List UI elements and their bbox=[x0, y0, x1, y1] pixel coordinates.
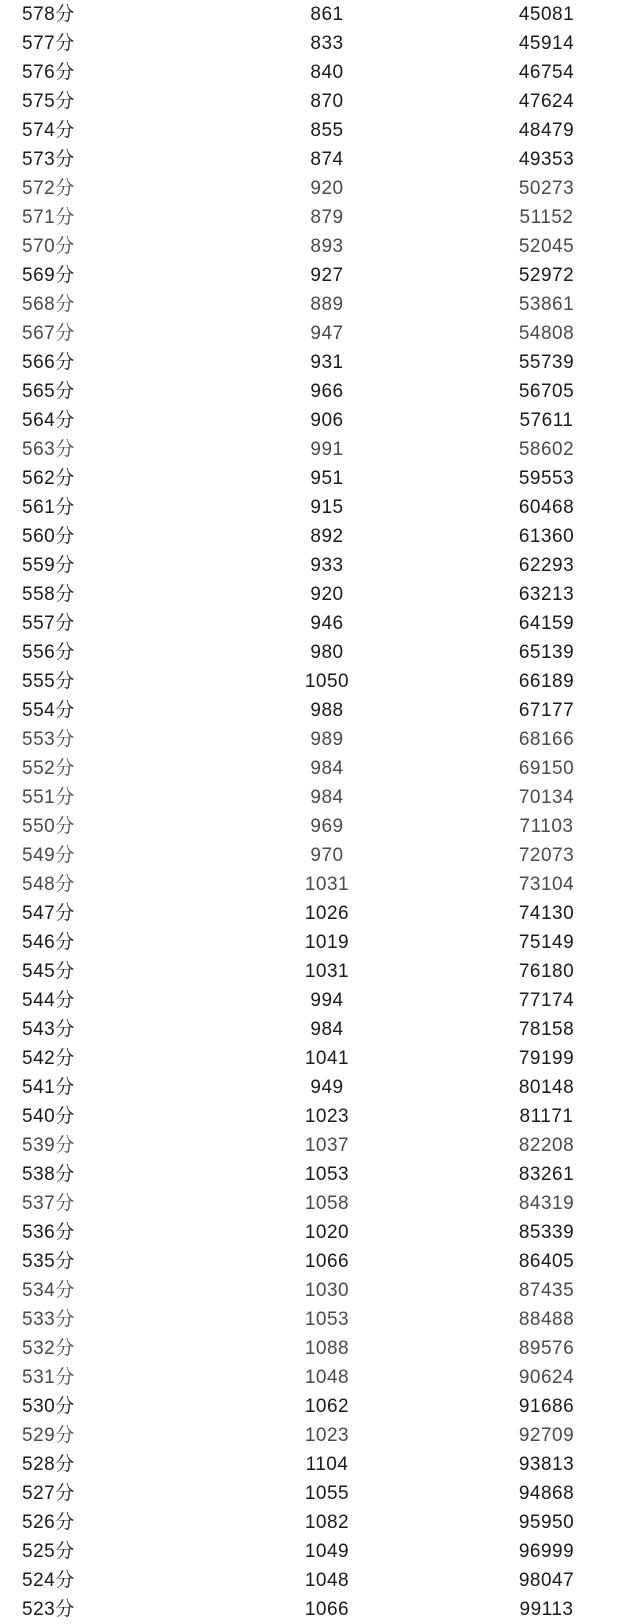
cumulative-cell: 75149 bbox=[518, 932, 575, 953]
count-cell: 988 bbox=[310, 700, 344, 721]
count-cell: 1088 bbox=[304, 1338, 350, 1359]
table-row bbox=[0, 377, 639, 406]
score-cell: 544分 bbox=[22, 990, 75, 1011]
cumulative-cell: 91686 bbox=[518, 1396, 575, 1417]
cumulative-cell: 71103 bbox=[519, 816, 574, 837]
cumulative-cell: 60468 bbox=[518, 497, 575, 518]
count-cell: 855 bbox=[310, 120, 344, 141]
count-cell: 1041 bbox=[304, 1048, 350, 1069]
table-row bbox=[0, 261, 639, 290]
cumulative-cell: 54808 bbox=[518, 323, 575, 344]
score-cell: 553分 bbox=[22, 729, 75, 750]
table-row bbox=[0, 754, 639, 783]
score-cell: 562分 bbox=[22, 468, 75, 489]
table-row bbox=[0, 0, 639, 29]
table-row bbox=[0, 348, 639, 377]
cumulative-cell: 90624 bbox=[518, 1367, 575, 1388]
table-row bbox=[0, 1595, 639, 1624]
table-row bbox=[0, 812, 639, 841]
table-row bbox=[0, 1247, 639, 1276]
table-row bbox=[0, 1305, 639, 1334]
count-cell: 927 bbox=[310, 265, 344, 286]
table-row bbox=[0, 493, 639, 522]
count-cell: 920 bbox=[310, 584, 344, 605]
score-cell: 552分 bbox=[22, 758, 75, 779]
score-cell: 535分 bbox=[22, 1251, 75, 1272]
table-row bbox=[0, 1218, 639, 1247]
score-cell: 575分 bbox=[22, 91, 75, 112]
count-cell: 833 bbox=[310, 33, 344, 54]
count-cell: 933 bbox=[310, 555, 344, 576]
count-cell: 870 bbox=[310, 91, 344, 112]
count-cell: 840 bbox=[310, 62, 344, 83]
count-cell: 980 bbox=[310, 642, 344, 663]
count-cell: 946 bbox=[310, 613, 344, 634]
score-cell: 559分 bbox=[22, 555, 75, 576]
table-row bbox=[0, 870, 639, 899]
count-cell: 1053 bbox=[304, 1164, 350, 1185]
cumulative-cell: 51152 bbox=[519, 207, 574, 228]
table-row bbox=[0, 116, 639, 145]
cumulative-cell: 79199 bbox=[518, 1048, 575, 1069]
cumulative-cell: 84319 bbox=[518, 1193, 575, 1214]
count-cell: 989 bbox=[310, 729, 344, 750]
score-cell: 548分 bbox=[22, 874, 75, 895]
count-cell: 1104 bbox=[305, 1454, 349, 1475]
cumulative-cell: 52045 bbox=[518, 236, 575, 257]
count-cell: 874 bbox=[310, 149, 344, 170]
count-cell: 1031 bbox=[304, 874, 350, 895]
score-cell: 560分 bbox=[22, 526, 75, 547]
score-cell: 543分 bbox=[22, 1019, 75, 1040]
count-cell: 1066 bbox=[304, 1251, 350, 1272]
cumulative-cell: 85339 bbox=[518, 1222, 575, 1243]
count-cell: 1037 bbox=[304, 1135, 350, 1156]
cumulative-cell: 65139 bbox=[518, 642, 575, 663]
score-cell: 569分 bbox=[22, 265, 75, 286]
table-row bbox=[0, 464, 639, 493]
table-row bbox=[0, 638, 639, 667]
cumulative-cell: 89576 bbox=[518, 1338, 575, 1359]
score-cell: 546分 bbox=[22, 932, 75, 953]
cumulative-cell: 48479 bbox=[518, 120, 575, 141]
score-cell: 554分 bbox=[22, 700, 75, 721]
table-row bbox=[0, 1015, 639, 1044]
score-cell: 524分 bbox=[22, 1570, 75, 1591]
score-cell: 541分 bbox=[22, 1077, 75, 1098]
table-row bbox=[0, 522, 639, 551]
count-cell: 906 bbox=[310, 410, 344, 431]
score-cell: 557分 bbox=[22, 613, 75, 634]
table-row bbox=[0, 1334, 639, 1363]
count-cell: 951 bbox=[310, 468, 344, 489]
cumulative-cell: 49353 bbox=[518, 149, 575, 170]
count-cell: 984 bbox=[310, 758, 344, 779]
cumulative-cell: 95950 bbox=[518, 1512, 575, 1533]
count-cell: 1062 bbox=[304, 1396, 350, 1417]
score-cell: 561分 bbox=[22, 497, 75, 518]
cumulative-cell: 93813 bbox=[518, 1454, 575, 1475]
count-cell: 915 bbox=[310, 497, 344, 518]
table-row bbox=[0, 203, 639, 232]
table-row bbox=[0, 1566, 639, 1595]
count-cell: 861 bbox=[310, 4, 344, 25]
count-cell: 1049 bbox=[304, 1541, 350, 1562]
score-cell: 538分 bbox=[22, 1164, 75, 1185]
cumulative-cell: 76180 bbox=[518, 961, 575, 982]
table-row bbox=[0, 1276, 639, 1305]
cumulative-cell: 45081 bbox=[518, 4, 575, 25]
score-cell: 536分 bbox=[22, 1222, 75, 1243]
score-cell: 563分 bbox=[22, 439, 75, 460]
score-cell: 532分 bbox=[22, 1338, 75, 1359]
cumulative-cell: 58602 bbox=[518, 439, 575, 460]
table-row bbox=[0, 725, 639, 754]
count-cell: 892 bbox=[310, 526, 344, 547]
table-row bbox=[0, 87, 639, 116]
count-cell: 947 bbox=[310, 323, 344, 344]
table-row bbox=[0, 551, 639, 580]
cumulative-cell: 57611 bbox=[519, 410, 574, 431]
score-cell: 550分 bbox=[22, 816, 75, 837]
cumulative-cell: 78158 bbox=[518, 1019, 575, 1040]
table-row bbox=[0, 145, 639, 174]
cumulative-cell: 86405 bbox=[518, 1251, 575, 1272]
count-cell: 984 bbox=[310, 1019, 344, 1040]
count-cell: 1055 bbox=[304, 1483, 350, 1504]
table-row bbox=[0, 841, 639, 870]
score-cell: 577分 bbox=[22, 33, 75, 54]
count-cell: 1031 bbox=[304, 961, 350, 982]
score-cell: 555分 bbox=[22, 671, 75, 692]
cumulative-cell: 50273 bbox=[518, 178, 575, 199]
table-row bbox=[0, 580, 639, 609]
score-cell: 530分 bbox=[22, 1396, 75, 1417]
count-cell: 966 bbox=[310, 381, 344, 402]
count-cell: 879 bbox=[310, 207, 344, 228]
table-row bbox=[0, 290, 639, 319]
count-cell: 1053 bbox=[304, 1309, 350, 1330]
score-cell: 542分 bbox=[22, 1048, 75, 1069]
cumulative-cell: 55739 bbox=[518, 352, 575, 373]
cumulative-cell: 68166 bbox=[518, 729, 575, 750]
count-cell: 1023 bbox=[304, 1106, 350, 1127]
cumulative-cell: 61360 bbox=[518, 526, 575, 547]
count-cell: 1058 bbox=[304, 1193, 350, 1214]
count-cell: 931 bbox=[310, 352, 344, 373]
count-cell: 920 bbox=[310, 178, 344, 199]
table-row bbox=[0, 1421, 639, 1450]
cumulative-cell: 69150 bbox=[518, 758, 575, 779]
table-row bbox=[0, 29, 639, 58]
count-cell: 1050 bbox=[304, 671, 350, 692]
table-row bbox=[0, 696, 639, 725]
cumulative-cell: 77174 bbox=[518, 990, 575, 1011]
score-cell: 529分 bbox=[22, 1425, 75, 1446]
cumulative-cell: 99113 bbox=[519, 1599, 574, 1620]
table-row bbox=[0, 1363, 639, 1392]
cumulative-cell: 82208 bbox=[518, 1135, 575, 1156]
score-cell: 572分 bbox=[22, 178, 75, 199]
table-row bbox=[0, 609, 639, 638]
cumulative-cell: 67177 bbox=[518, 700, 575, 721]
table-row bbox=[0, 783, 639, 812]
count-cell: 970 bbox=[310, 845, 344, 866]
cumulative-cell: 56705 bbox=[518, 381, 575, 402]
score-cell: 570分 bbox=[22, 236, 75, 257]
score-cell: 534分 bbox=[22, 1280, 75, 1301]
count-cell: 984 bbox=[310, 787, 344, 808]
cumulative-cell: 92709 bbox=[518, 1425, 575, 1446]
score-cell: 558分 bbox=[22, 584, 75, 605]
cumulative-cell: 96999 bbox=[518, 1541, 575, 1562]
count-cell: 991 bbox=[310, 439, 344, 460]
table-row bbox=[0, 1160, 639, 1189]
table-row bbox=[0, 986, 639, 1015]
count-cell: 949 bbox=[310, 1077, 344, 1098]
score-cell: 531分 bbox=[22, 1367, 75, 1388]
table-row bbox=[0, 928, 639, 957]
cumulative-cell: 46754 bbox=[518, 62, 575, 83]
count-cell: 1048 bbox=[304, 1367, 350, 1388]
cumulative-cell: 94868 bbox=[518, 1483, 575, 1504]
cumulative-cell: 74130 bbox=[518, 903, 575, 924]
table-row bbox=[0, 1102, 639, 1131]
score-cell: 565分 bbox=[22, 381, 75, 402]
score-cell: 549分 bbox=[22, 845, 75, 866]
cumulative-cell: 81171 bbox=[519, 1106, 574, 1127]
score-cell: 568分 bbox=[22, 294, 75, 315]
count-cell: 969 bbox=[310, 816, 344, 837]
score-cell: 537分 bbox=[22, 1193, 75, 1214]
table-row bbox=[0, 1537, 639, 1566]
table-row bbox=[0, 1073, 639, 1102]
score-cell: 547分 bbox=[22, 903, 75, 924]
cumulative-cell: 63213 bbox=[518, 584, 575, 605]
cumulative-cell: 88488 bbox=[518, 1309, 575, 1330]
count-cell: 994 bbox=[310, 990, 344, 1011]
table-row bbox=[0, 406, 639, 435]
score-cell: 527分 bbox=[22, 1483, 75, 1504]
count-cell: 1020 bbox=[304, 1222, 350, 1243]
count-cell: 1019 bbox=[304, 932, 350, 953]
count-cell: 1023 bbox=[304, 1425, 350, 1446]
cumulative-cell: 87435 bbox=[518, 1280, 575, 1301]
table-row bbox=[0, 1131, 639, 1160]
cumulative-cell: 72073 bbox=[518, 845, 575, 866]
table-row bbox=[0, 1392, 639, 1421]
score-cell: 523分 bbox=[22, 1599, 75, 1620]
score-cell: 566分 bbox=[22, 352, 75, 373]
count-cell: 1048 bbox=[304, 1570, 350, 1591]
cumulative-cell: 52972 bbox=[518, 265, 575, 286]
score-cell: 564分 bbox=[22, 410, 75, 431]
table-row bbox=[0, 957, 639, 986]
score-cell: 545分 bbox=[22, 961, 75, 982]
cumulative-cell: 59553 bbox=[518, 468, 575, 489]
cumulative-cell: 64159 bbox=[518, 613, 575, 634]
table-row bbox=[0, 58, 639, 87]
cumulative-cell: 66189 bbox=[518, 671, 575, 692]
score-cell: 567分 bbox=[22, 323, 75, 344]
cumulative-cell: 62293 bbox=[518, 555, 575, 576]
score-cell: 539分 bbox=[22, 1135, 75, 1156]
score-cell: 573分 bbox=[22, 149, 75, 170]
cumulative-cell: 73104 bbox=[518, 874, 575, 895]
table-row bbox=[0, 232, 639, 261]
count-cell: 889 bbox=[310, 294, 344, 315]
score-cell: 574分 bbox=[22, 120, 75, 141]
cumulative-cell: 47624 bbox=[518, 91, 575, 112]
count-cell: 1066 bbox=[304, 1599, 350, 1620]
table-row bbox=[0, 1044, 639, 1073]
score-cell: 576分 bbox=[22, 62, 75, 83]
count-cell: 1030 bbox=[304, 1280, 350, 1301]
table-row bbox=[0, 1479, 639, 1508]
count-cell: 1026 bbox=[304, 903, 350, 924]
table-row bbox=[0, 899, 639, 928]
score-cell: 533分 bbox=[22, 1309, 75, 1330]
cumulative-cell: 70134 bbox=[518, 787, 575, 808]
cumulative-cell: 98047 bbox=[518, 1570, 575, 1591]
score-cell: 540分 bbox=[22, 1106, 75, 1127]
count-cell: 1082 bbox=[304, 1512, 350, 1533]
cumulative-cell: 45914 bbox=[518, 33, 575, 54]
score-cell: 525分 bbox=[22, 1541, 75, 1562]
cumulative-cell: 53861 bbox=[518, 294, 575, 315]
table-row bbox=[0, 435, 639, 464]
cumulative-cell: 80148 bbox=[518, 1077, 575, 1098]
score-cell: 556分 bbox=[22, 642, 75, 663]
table-row bbox=[0, 1189, 639, 1218]
table-row bbox=[0, 1450, 639, 1479]
score-cell: 551分 bbox=[22, 787, 75, 808]
table-row bbox=[0, 667, 639, 696]
table-row bbox=[0, 319, 639, 348]
score-cell: 526分 bbox=[22, 1512, 75, 1533]
count-cell: 893 bbox=[310, 236, 344, 257]
score-cell: 571分 bbox=[22, 207, 75, 228]
cumulative-cell: 83261 bbox=[518, 1164, 575, 1185]
score-cell: 528分 bbox=[22, 1454, 75, 1475]
table-row bbox=[0, 174, 639, 203]
score-cell: 578分 bbox=[22, 4, 75, 25]
table-row bbox=[0, 1508, 639, 1537]
